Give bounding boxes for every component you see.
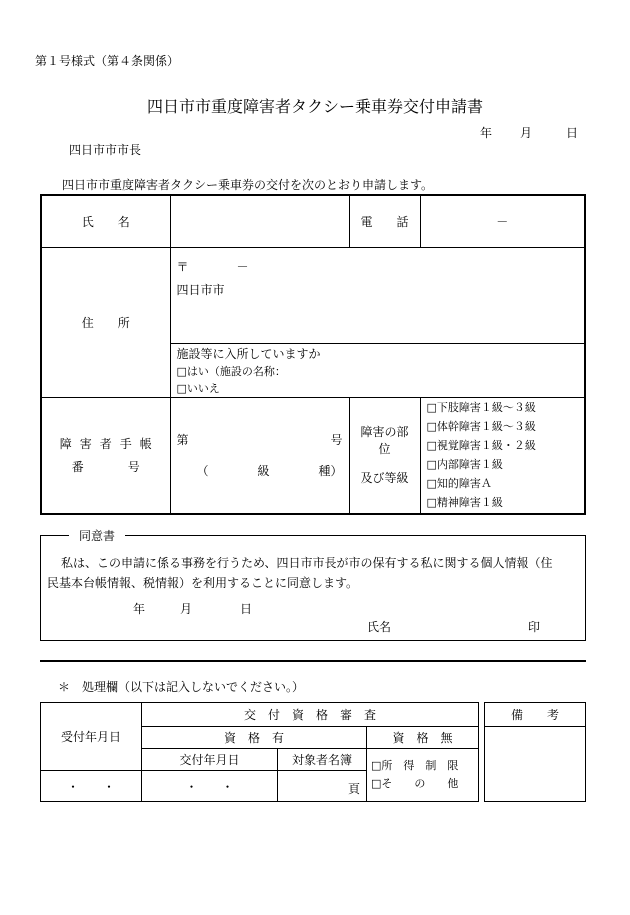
- handbook-paren: （: [196, 464, 209, 479]
- consent-text-2: 民基本台帳情報、税情報）を利用することに同意します。: [47, 576, 359, 590]
- disability-item[interactable]: □精神障害１級: [426, 496, 503, 510]
- income-limit-checkbox[interactable]: □所 得 制 限: [371, 759, 459, 772]
- issue-date-value[interactable]: ・ ・: [142, 771, 278, 802]
- received-date-value[interactable]: ・ ・: [41, 771, 142, 802]
- processing-table: [40, 702, 479, 802]
- date-month: 月: [520, 126, 533, 140]
- date-day: 日: [566, 126, 579, 140]
- separator-line: [40, 660, 586, 662]
- disability-list: [420, 397, 585, 514]
- facility-no-checkbox[interactable]: □いいえ: [176, 381, 220, 395]
- asterisk-icon: ＊: [58, 680, 71, 694]
- disability-item[interactable]: □下肢障害１級～３級: [426, 401, 536, 415]
- name-field[interactable]: [170, 195, 349, 247]
- issue-date-label: 交付年月日: [142, 749, 278, 771]
- handbook-kyu: 級: [257, 464, 270, 479]
- disability-label: 障害の部 位 及び等級: [349, 397, 420, 514]
- handbook-label: 障 害 者 手 帳 番 号: [41, 397, 170, 514]
- disability-item[interactable]: □体幹障害１級～３級: [426, 420, 536, 434]
- consent-legend: 同意書: [69, 527, 125, 544]
- remarks-label: 備 考: [485, 703, 586, 727]
- facility-field: [170, 343, 585, 397]
- qualified-label: 資 格 有: [142, 727, 367, 749]
- consent-text-1: 私は、この申請に係る事務を行うため、四日市市長が市の保有する私に関する個人情報（住: [61, 556, 553, 570]
- handbook-go: 号: [330, 433, 343, 448]
- other-checkbox[interactable]: □そ の 他: [371, 777, 459, 790]
- disability-item[interactable]: □視覚障害１級・２級: [426, 439, 536, 453]
- handbook-number-field[interactable]: [170, 397, 349, 514]
- date-year: 年: [480, 126, 493, 140]
- consent-name-label: 氏名: [367, 620, 392, 634]
- review-label: 交 付 資 格 審 査: [142, 703, 479, 727]
- remarks-table: [484, 702, 586, 802]
- consent-month: 月: [180, 602, 193, 616]
- name-label: 氏 名: [41, 195, 170, 247]
- facility-yes-checkbox[interactable]: □はい（施設の名称：: [176, 364, 286, 378]
- consent-day: 日: [240, 602, 253, 616]
- addressee: 四日市市市長: [69, 143, 142, 157]
- address-city: 四日市市: [176, 282, 225, 297]
- not-qualified-label: 資 格 無: [367, 727, 479, 749]
- page-title: 四日市市重度障害者タクシー乗車券交付申請書: [146, 97, 483, 116]
- remarks-field[interactable]: [485, 727, 586, 802]
- phone-label: 電 話: [349, 195, 420, 247]
- address-field[interactable]: [170, 247, 585, 343]
- intro-text: 四日市市重度障害者タクシー乗車券の交付を次のとおり申請します。: [62, 178, 434, 192]
- seal-mark: 印: [528, 620, 541, 634]
- consent-box: [40, 529, 586, 641]
- phone-field[interactable]: －: [420, 195, 585, 247]
- register-label: 対象者名簿: [278, 749, 367, 771]
- form-number: 第１号様式（第４条関係）: [35, 54, 180, 68]
- processing-title: 処理欄（以下は記入しないでください。）: [82, 680, 305, 694]
- facility-question: 施設等に入所していますか: [176, 346, 321, 361]
- disability-item[interactable]: □内部障害１級: [426, 458, 503, 472]
- handbook-shu: 種）: [318, 464, 343, 479]
- register-page[interactable]: 頁: [278, 771, 367, 802]
- received-date-label: 受付年月日: [41, 703, 142, 771]
- disability-item[interactable]: □知的障害Ａ: [426, 477, 492, 491]
- address-label: 住 所: [41, 247, 170, 397]
- not-qualified-reasons: [367, 749, 479, 802]
- postal-code: 〒 －: [176, 259, 249, 274]
- application-table: [40, 194, 586, 515]
- handbook-dai: 第: [176, 433, 189, 448]
- consent-year: 年: [133, 602, 146, 616]
